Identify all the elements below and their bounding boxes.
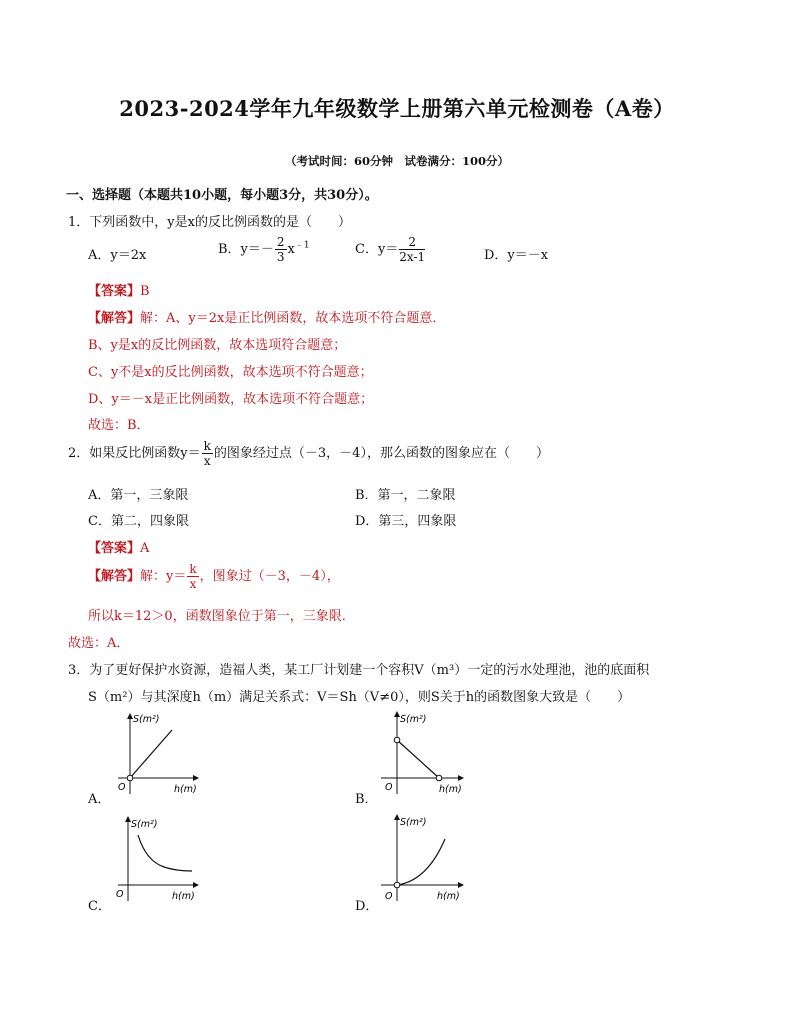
open-point-x [436,775,442,781]
graph-curve [397,839,445,885]
q2-option-b: B．第一，二象限 [355,488,456,503]
q2-analysis-line-2: 所以k＝12＞0，函数图象位于第一，三象限． [88,609,355,624]
q2-stem: 2．如果反比例函数y＝ $\frac{k}{x}$ 的图象经过点（－3，－4），那么函数的图象应在（ ） [68,439,549,468]
q2-option-d: D．第三，四象限 [355,514,457,529]
open-point-y [394,737,400,743]
q1-option-a: A．y＝2x [88,248,147,263]
y-axis-label: S(m²) [131,819,158,830]
origin-label: O [116,889,124,900]
graph-curve [138,835,192,871]
exam-info: （考试时间：60分钟 试卷满分：100分） [284,154,509,168]
q3-graph-d [375,811,469,907]
q1-analysis-line-2: B、y是x的反比例函数，故本选项符合题意； [88,338,347,353]
q2-conclusion: 故选：A． [68,636,130,651]
section-heading: 一、选择题（本题共10小题，每小题3分，共30分）。 [66,188,378,203]
graph-line [397,740,439,778]
q3-option-d-label: D． [355,899,379,914]
q3-graph-c [112,813,204,907]
y-axis-label: S(m²) [400,817,427,828]
q1-analysis-line-1: 【解答】解：A、y＝2x是正比例函数，故本选项不符合题意． [88,311,446,326]
origin-label: O [385,891,393,902]
origin-label: O [385,782,393,793]
x-axis-label: h(m) [172,891,195,902]
q3-option-b-label: B． [355,792,378,807]
q3-graph-b [375,708,467,800]
open-point [394,882,400,888]
q1-stem: 1．下列函数中，y是x的反比例函数的是（ ） [68,215,351,230]
q1-analysis-line-4: D、y＝－x是正比例函数，故本选项不符合题意； [88,392,374,407]
q1-option-c: C．y＝ $\frac{2}{2x-1}$ [355,235,426,264]
q2-analysis-line-1: 【解答】解：y＝ $\frac{k}{x}$ ，图象过（－3，－4）， [88,562,340,591]
q1-option-b: B．y＝－ $\frac{2}{3}$ $x^{﹣1}$ [218,235,310,264]
open-point [127,775,133,781]
x-axis-label: h(m) [174,784,197,795]
q1-analysis-line-3: C、y不是x的反比例函数，故本选项不符合题意； [88,365,373,380]
y-axis-label: S(m²) [133,714,160,725]
y-axis-label: S(m²) [400,714,427,725]
q3-option-c-label: C． [88,899,111,914]
x-axis-label: h(m) [439,784,462,795]
q3-stem-line-2: S（m²）与其深度h（m）满足关系式：V＝Sh（V≠0），则S关于h的函数图象大致是（ ） [88,690,631,705]
origin-label: O [118,782,126,793]
q3-option-a-label: A． [88,792,111,807]
q3-graph-a [112,710,204,800]
q2-option-a: A．第一，三象限 [88,488,189,503]
q1-answer: 【答案】B [88,284,150,299]
q3-stem-line-1: 3．为了更好保护水资源，造福人类，某工厂计划建一个容积V（m³）一定的污水处理池，池的底面积 [68,663,650,678]
x-axis-label: h(m) [437,891,460,902]
q2-option-c: C．第二，四象限 [88,514,189,529]
q2-answer: 【答案】A [88,541,150,556]
page-title: 2023-2024学年九年级数学上册第六单元检测卷（A卷） [119,96,675,121]
graph-line [130,730,172,778]
q1-conclusion: 故选：B． [88,418,150,433]
q1-option-d: D．y＝－x [484,248,549,263]
